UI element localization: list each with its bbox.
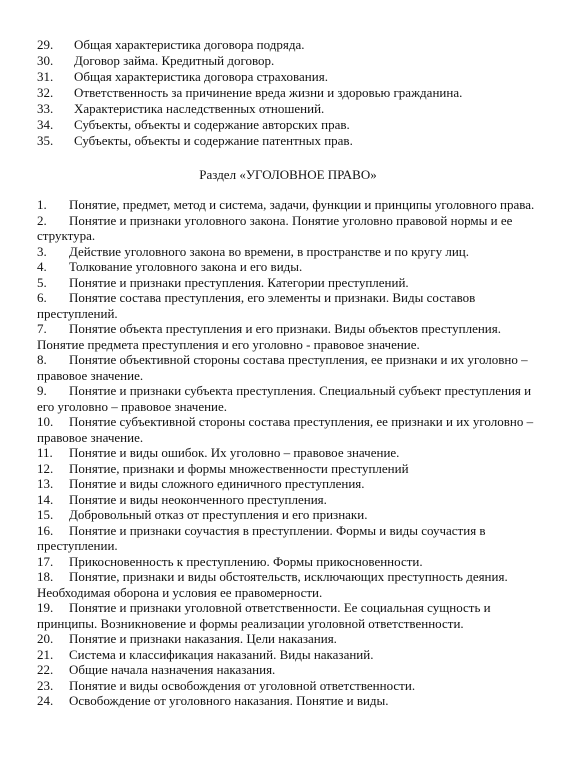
- item-text: Понятие объекта преступления и его признаки. Виды объектов преступления. Понятие предмета преступления и его уголовно - правовое значение.: [37, 321, 501, 352]
- list-item: [37, 101, 557, 117]
- list-item: [37, 693, 545, 709]
- item-number: 13.: [37, 476, 54, 491]
- item-number: 2.: [37, 212, 47, 228]
- item-text: Общая характеристика договора подряда.: [74, 37, 305, 52]
- item-text: Понятие, признаки и виды обстоятельств, исключающих преступность деяния. Необходимая оборона и условия ее правомерности.: [37, 569, 508, 600]
- item-number: 19.: [37, 600, 54, 615]
- item-number: 7.: [37, 321, 47, 336]
- section-title: Раздел «УГОЛОВНОЕ ПРАВО»: [199, 167, 377, 182]
- list-item: [37, 133, 557, 149]
- list-item: [37, 600, 545, 631]
- item-number: 23.: [37, 677, 54, 693]
- list-item: [37, 569, 545, 600]
- item-text: Понятие состава преступления, его элементы и признаки. Виды составов преступлений.: [37, 290, 476, 321]
- list-item: [37, 244, 545, 260]
- item-text: Понятие объективной стороны состава преступления, ее признаки и их уголовно – правовое значение.: [37, 352, 528, 383]
- item-text: Понятие, признаки и формы множественности преступлений: [69, 460, 409, 476]
- item-number: 5.: [37, 274, 47, 290]
- item-text: Добровольный отказ от преступления и его признаки.: [69, 507, 368, 522]
- item-text: Понятие и виды освобождения от уголовной ответственности.: [69, 677, 416, 693]
- item-number: 15.: [37, 507, 54, 522]
- item-text: Ответственность за причинение вреда жизни и здоровью гражданина.: [74, 85, 463, 100]
- item-number: 35.: [37, 133, 54, 148]
- item-text: Понятие и признаки соучастия в преступлении. Формы и виды соучастия в преступлении.: [37, 522, 486, 553]
- item-text: Понятие субъективной стороны состава преступления, ее признаки и их уголовно – правовое значение.: [37, 414, 534, 445]
- list-item: [37, 275, 545, 291]
- item-text: Толкование уголовного закона и его виды.: [69, 259, 303, 274]
- list-item: [37, 647, 545, 663]
- item-number: 10.: [37, 414, 54, 429]
- item-text: Понятие и признаки преступления. Категории преступлений.: [69, 274, 409, 290]
- item-number: 3.: [37, 243, 47, 259]
- item-number: 4.: [37, 259, 47, 274]
- civil-law-question-list: [37, 37, 557, 149]
- item-text: Общая характеристика договора страхования.: [74, 69, 328, 84]
- item-number: 1.: [37, 197, 47, 212]
- list-item: [37, 662, 545, 678]
- item-number: 12.: [37, 460, 54, 476]
- list-item: [37, 678, 545, 694]
- item-text: Действие уголовного закона во времени, в пространстве и по кругу лиц.: [69, 243, 469, 259]
- item-text: Понятие и виды сложного единичного преступления.: [69, 476, 365, 491]
- item-text: Общие начала назначения наказания.: [69, 662, 276, 677]
- list-item: [37, 197, 545, 213]
- item-text: Прикосновенность к преступлению. Формы прикосновенности.: [69, 553, 423, 569]
- list-item: [37, 383, 545, 414]
- list-item: [37, 53, 557, 69]
- list-item: [37, 461, 545, 477]
- item-number: 29.: [37, 37, 54, 52]
- item-number: 31.: [37, 69, 54, 84]
- list-item: [37, 445, 545, 461]
- item-text: Понятие и виды ошибок. Их уголовно – правовое значение.: [69, 445, 400, 460]
- item-number: 18.: [37, 569, 54, 584]
- list-item: [37, 321, 545, 352]
- item-number: 21.: [37, 646, 54, 662]
- list-item: [37, 492, 545, 508]
- item-number: 8.: [37, 352, 47, 367]
- item-number: 24.: [37, 693, 54, 708]
- list-item: [37, 69, 557, 85]
- list-item: [37, 117, 557, 133]
- item-text: Понятие, предмет, метод и система, задачи, функции и принципы уголовного права.: [69, 197, 535, 212]
- item-number: 22.: [37, 662, 54, 677]
- list-item: [37, 85, 557, 101]
- item-text: Договор займа. Кредитный договор.: [74, 53, 275, 68]
- item-text: Субъекты, объекты и содержание патентных прав.: [74, 133, 353, 148]
- list-item: [37, 507, 545, 523]
- item-number: 17.: [37, 553, 54, 569]
- item-number: 32.: [37, 85, 54, 100]
- list-item: [37, 352, 545, 383]
- list-item: [37, 259, 545, 275]
- list-item: [37, 37, 557, 53]
- list-item: [37, 213, 545, 244]
- list-item: [37, 290, 545, 321]
- item-text: Освобождение от уголовного наказания. Понятие и виды.: [69, 693, 389, 708]
- list-item: [37, 414, 545, 445]
- criminal-law-question-list: [37, 197, 545, 709]
- item-number: 20.: [37, 631, 54, 646]
- item-text: Понятие и признаки наказания. Цели наказания.: [69, 631, 337, 646]
- item-number: 34.: [37, 117, 54, 132]
- item-number: 14.: [37, 491, 54, 507]
- item-text: Понятие и признаки субъекта преступления. Специальный субъект преступления и его уголовно – правовое значение.: [37, 383, 532, 414]
- item-number: 33.: [37, 101, 54, 116]
- list-item: [37, 523, 545, 554]
- item-text: Понятие и признаки уголовного закона. Понятие уголовно правовой нормы и ее структура.: [37, 212, 513, 243]
- item-number: 9.: [37, 383, 47, 398]
- item-text: Субъекты, объекты и содержание авторских прав.: [74, 117, 350, 132]
- list-item: [37, 476, 545, 492]
- list-item: [37, 631, 545, 647]
- item-number: 16.: [37, 522, 54, 538]
- item-number: 6.: [37, 290, 47, 305]
- item-text: Понятие и признаки уголовной ответственности. Ее социальная сущность и принципы. Возникновение и формы реализации уголовной ответственности.: [37, 600, 491, 631]
- item-number: 30.: [37, 53, 54, 68]
- item-text: Система и классификация наказаний. Виды наказаний.: [69, 646, 374, 662]
- list-item: [37, 554, 545, 570]
- item-text: Понятие и виды неоконченного преступления.: [69, 491, 327, 507]
- item-number: 11.: [37, 445, 53, 460]
- item-text: Характеристика наследственных отношений.: [74, 101, 325, 116]
